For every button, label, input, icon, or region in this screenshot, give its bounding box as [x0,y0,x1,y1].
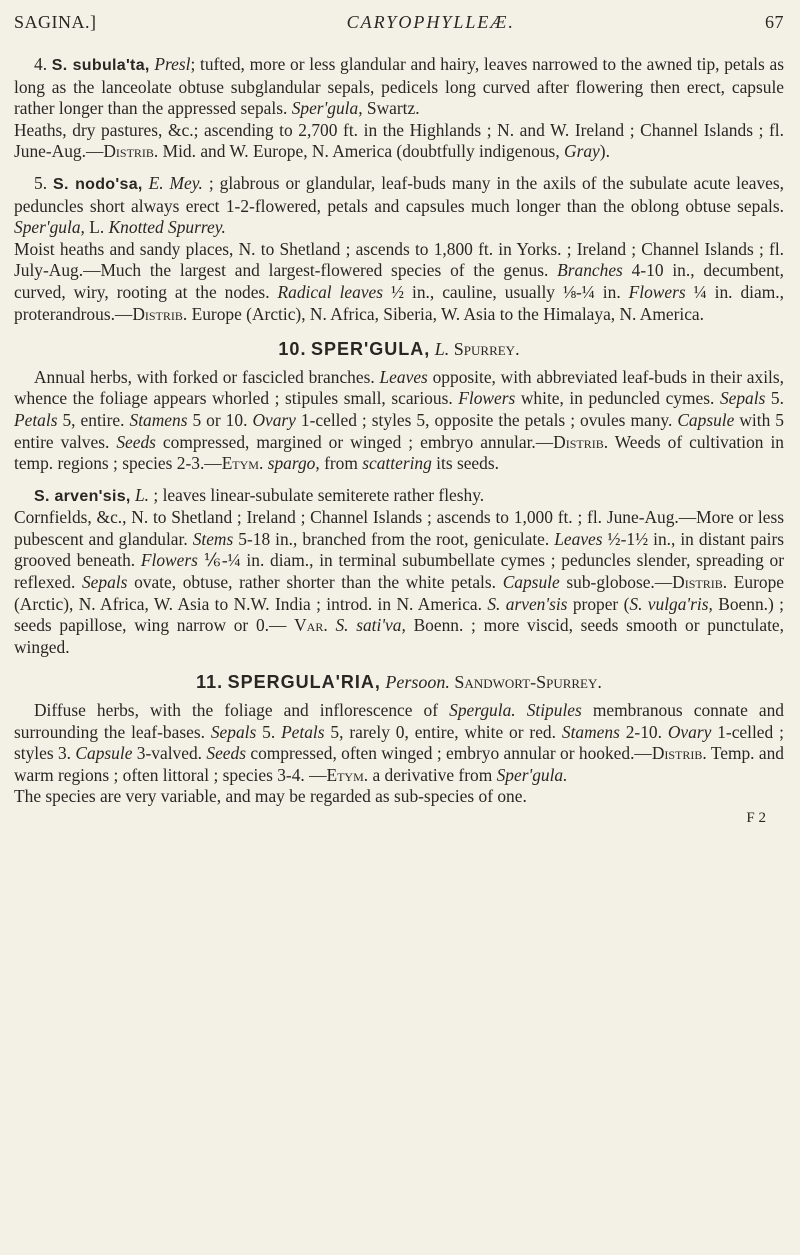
term-label: Stems [192,528,234,549]
habitat-text-part: ¼ in. diam., proterandrous.— [14,281,784,324]
genus-name: SPER'GULA, [310,339,431,360]
variety-label: Var. [294,615,328,636]
genus-common-name: Spurrey. [453,339,520,360]
description-text: from [324,453,358,474]
common-name: Knotted Spurrey. [108,217,226,238]
species-entry-spergula-arvensis [14,485,784,659]
term-label: Sepals [81,572,128,593]
genus-description [14,700,784,786]
species-entry-sagina-nodosa [14,173,784,325]
etymology-word: scattering [362,453,432,474]
habitat-text-part: ½-1½ in., in distant pairs grooved beneath. [14,528,784,571]
synonym: Sper'gula, [14,217,85,238]
term-label: Sepals [210,721,257,742]
synonym: Sper'gula, [291,98,363,119]
running-head-title: CARYOPHYLLEÆ. [346,12,515,32]
species-name: S. subula'ta, [51,57,150,74]
term-label: Capsule [75,743,133,764]
synonym: S. vulga'ris, [629,593,713,614]
description-text: compressed, often winged ; embryo annular or hooked.— [250,743,652,764]
description-text: white, in peduncled cymes. [520,388,715,409]
etym-label: Etym. [326,764,369,785]
genus-name: SPERGULA'RIA, [227,672,381,693]
running-head-section: SAGINA.] [14,12,97,32]
distrib-label: Distrib. [672,572,728,593]
description-text: with 5 entire valves. [14,409,784,452]
term-label: Branches [557,260,623,281]
species-name: S. nodo'sa, [53,175,143,193]
species-number: 4. [34,54,48,74]
habitat-text-part: Heaths, dry pastures, &c.; ascending to 2,700 ft. in the Highlands ; N. and W. Ireland ; Channel Islands ; fl. June-Aug.— [14,119,784,162]
habitat-text [14,120,784,163]
distrib-label: Distrib. [553,431,609,452]
habitat-text-part: Boenn. ; more viscid, seeds smooth or punctulate, winged. [14,615,784,657]
description-text: 5, entire. [62,409,125,430]
distribution-text: Mid. and W. Europe, N. America (doubtfully indigenous, [162,141,560,162]
term-label: Petals [281,721,325,742]
term-label: Petals [14,409,58,430]
description-text: 1-celled ; styles 5, opposite the petals ; ovules many. [300,409,673,430]
distrib-label: Distrib. [651,743,707,764]
description-text: ; glabrous or glandular, leaf-buds many in the axils of the subulate acute leaves, peduncles short always erect 1-2-flowered, petals and capsules much longer than the oblong obtuse sepals. [14,172,784,216]
term-label: Capsule [502,572,560,593]
distribution-text: Europe (Arctic), N. Africa, W. Asia to N.W. India ; introd. in N. America. [14,572,784,614]
page-number: 67 [765,12,784,32]
habitat-text-part: ⅙-¼ in. diam., in terminal subumbellate cymes ; peduncles slender, spreading or reflexed. [14,550,784,593]
distrib-label: Distrib. [103,141,159,162]
species-description [14,485,784,508]
genus-heading [14,672,784,694]
distribution-text: Temp. and warm regions ; often littoral ; species 3-4. — [14,743,784,785]
genus-description [14,367,784,475]
subspecies-name: S. arven'sis [487,593,568,614]
term-label: Stamens [561,721,620,742]
term-label: Leaves [554,528,603,549]
running-head [14,12,784,38]
term-label: Flowers [140,550,198,571]
species-name: S. arven'sis, [34,487,131,505]
term-label: Seeds [206,743,246,764]
description-text: 3-valved. [136,743,202,764]
genus-authority: L. [434,339,450,360]
description-text: Annual herbs, with forked or fascicled branches. [34,366,375,387]
species-description [14,54,784,120]
description-text: compressed, margined or winged ; embryo annular.— [162,431,554,452]
variety-name: S. sati'va, [335,615,406,636]
description-text: 2-10. [625,721,662,742]
description-text: 5 or 10. [192,409,248,430]
description-text: 1-celled ; styles 3. [14,721,784,764]
term-label: Leaves [379,366,428,387]
genus-authority: Persoon. [385,672,450,693]
habitat-text-part: 5-18 in., branched from the root, geniculate. [238,528,550,549]
term-label: Flowers [458,388,516,409]
term-label: Sepals [719,388,766,409]
distrib-label: Distrib. [132,303,188,324]
species-entry-sagina-subulata [14,54,784,163]
description-text: membranous connate and surrounding the leaf-bases. [14,700,785,742]
description-text: ; leaves linear-subulate semiterete rather fleshy. [153,484,485,505]
term-label: Ovary [252,409,296,430]
habitat-text [14,239,784,325]
term-label: Flowers [628,281,686,302]
term-label: Capsule [677,409,735,430]
etymology-word: Sper'gula. [496,764,568,785]
genus-entry-spergularia [14,672,784,808]
habitat-text [14,507,784,658]
synonym-authority: L. [89,217,105,238]
distribution-text: Weeds of cultivation in temp. regions ; species 2-3.— [14,431,784,474]
genus-number: 10. [278,339,307,360]
genus-number: 11. [196,672,224,693]
habitat-text-part: Moist heaths and sandy places, N. to Shetland ; ascends to 1,800 ft. in Yorks. ; Ireland ; Channel Islands ; fl. July-Aug.—Much the largest and largest-flowered species of the genus. [14,238,784,281]
term-label: Stipules [526,700,582,721]
description-text: 5. [770,388,784,409]
habitat-text-part: ovate, obtuse, rather shorter than the white petals. [134,572,497,593]
habitat-text-part: Boenn.) ; seeds papillose, wing narrow or 0.— [14,593,784,636]
genus-heading [14,339,784,361]
genus-reference: Spergula. [449,700,516,721]
species-authority: Presl [154,54,191,74]
genus-common-name: Sandwort-Spurrey. [454,672,602,693]
term-label: Radical leaves [277,281,384,302]
habitat-text-part: ). [599,141,610,162]
term-label: Stamens [129,409,188,430]
habitat-text-part: Cornfields, &c., N. to Shetland ; Ireland ; Channel Islands ; ascends to 1,000 ft. ; fl. June-Aug.—More or less pubescent and glandular. [14,507,784,549]
etym-label: Etym. [221,453,264,474]
synonym-authority: Swartz. [366,98,420,119]
habitat-text-part: proper ( [572,593,630,614]
habitat-text-part: ½ in., cauline, usually ⅛-¼ in. [391,281,621,302]
note-text: The species are very variable, and may be regarded as sub-species of one. [14,786,527,807]
description-text: Diffuse herbs, with the foliage and inflorescence of [34,700,439,721]
description-text: opposite, with abbreviated leaf-buds in their axils, whence the foliage appears whorled ; stipules small, scarious. [14,366,784,409]
description-text: 5. [262,721,276,742]
signature-mark: F 2 [746,810,766,826]
description-text: a derivative from [372,764,493,785]
distribution-text: Europe (Arctic), N. Africa, Siberia, W. Asia to the Himalaya, N. America. [191,303,704,324]
genus-entry-spergula [14,339,784,475]
etymology-word: spargo, [267,453,320,474]
habitat-text-part: sub-globose.— [566,572,673,593]
habitat-text-part: 4-10 in., decumbent, curved, wiry, rooting at the nodes. [14,260,784,302]
species-authority: E. Mey. [148,172,203,193]
species-authority: L. [135,484,150,505]
description-text: its seeds. [436,453,499,474]
species-number: 5. [34,172,48,193]
term-label: Ovary [667,721,712,742]
citation-author: Gray [564,141,600,162]
description-text: 5, rarely 0, entire, white or red. [330,721,556,742]
description-text: ; tufted, more or less glandular and hairy, leaves narrowed to the awned tip, petals as long as the lanceolate obtuse subglandular sepals, pedicels long curved after flowering then erect, capsule rather longer than the appressed sepals. [14,54,784,119]
term-label: Seeds [116,431,156,452]
species-description [14,173,784,239]
